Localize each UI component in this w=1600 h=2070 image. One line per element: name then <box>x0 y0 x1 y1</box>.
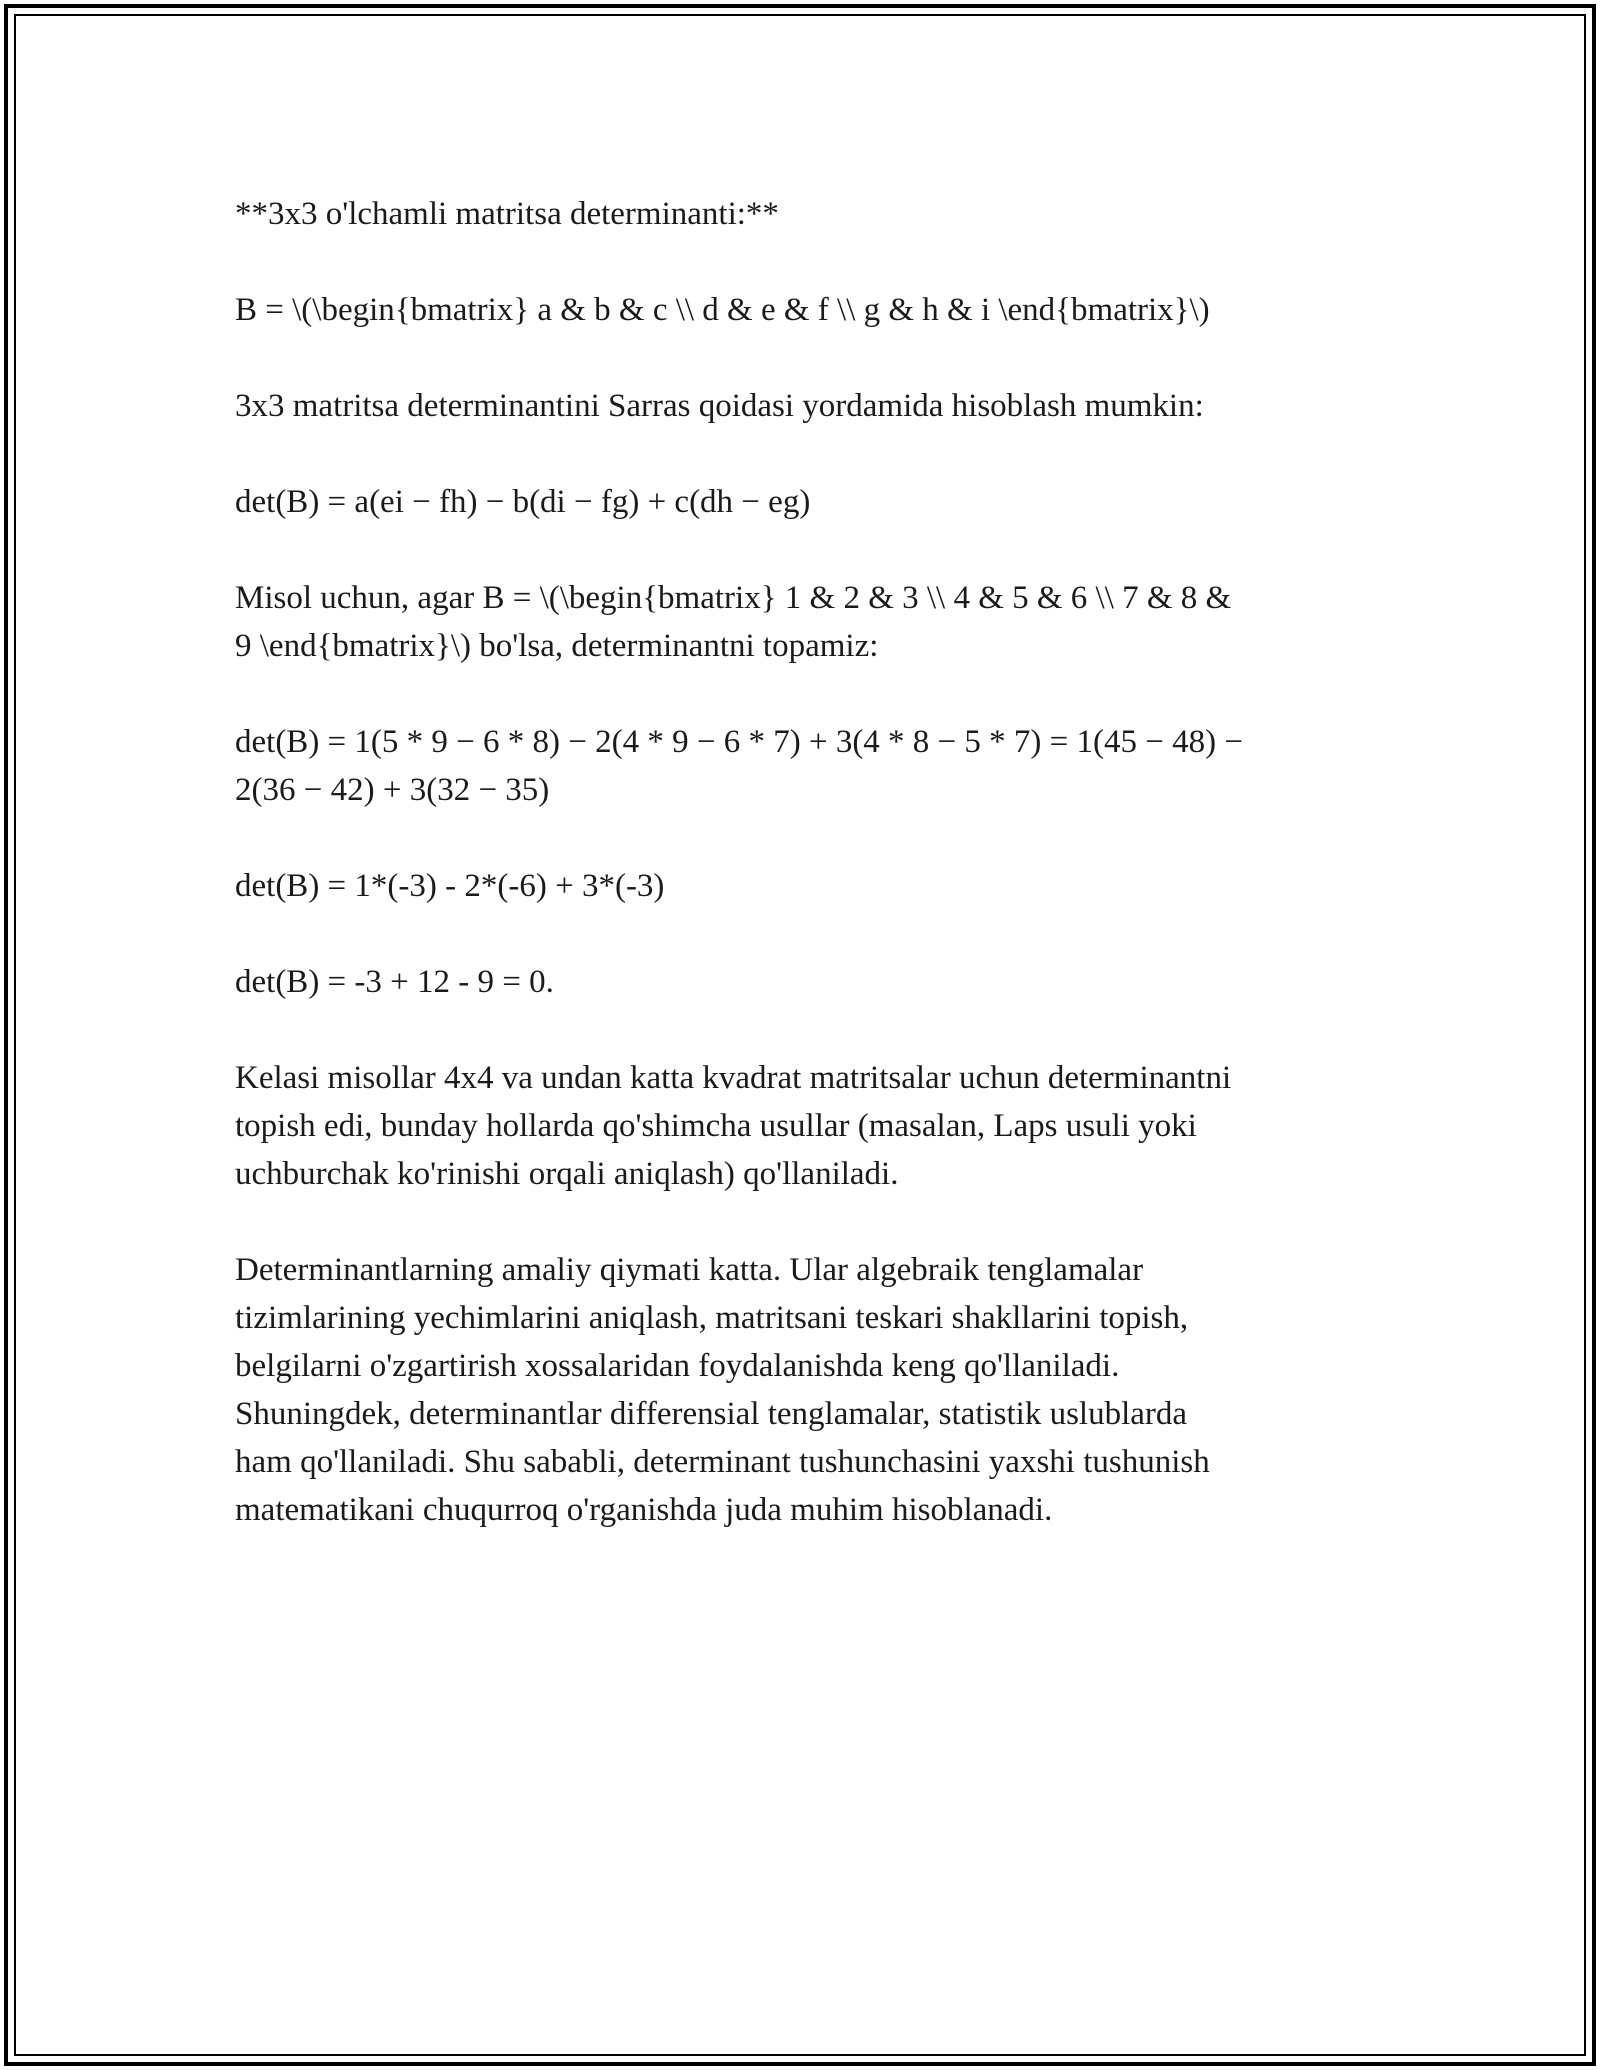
heading-paragraph <box>235 190 1365 238</box>
conclusion-line: matematikani chuqurroq o'rganishda juda muhim hisoblanadi. <box>235 1492 1053 1528</box>
calculation-line: 2(36 − 42) + 3(32 − 35) <box>235 772 550 808</box>
example-line: 9 \end{bmatrix}\) bo'lsa, determinantni topamiz: <box>235 628 879 664</box>
determinant-formula-text: det(B) = a(ei − fh) − b(di − fg) + c(dh − eg) <box>235 484 811 520</box>
calculation-step-2-paragraph <box>235 862 1365 910</box>
matrix-definition-text: B = \(\begin{bmatrix} a & b & c \\ d & e & f \\ g & h & i \end{bmatrix}\) <box>235 292 1210 328</box>
next-examples-line: uchburchak ko'rinishi orqali aniqlash) qo'llaniladi. <box>235 1156 899 1192</box>
calculation-step-2-text: det(B) = 1*(-3) - 2*(-6) + 3*(-3) <box>235 868 665 904</box>
calculation-result-text: det(B) = -3 + 12 - 9 = 0. <box>235 964 554 1000</box>
matrix-definition-paragraph <box>235 286 1365 334</box>
conclusion-line: Determinantlarning amaliy qiymati katta. Ular algebraik tenglamalar <box>235 1252 1144 1288</box>
sarrus-intro-paragraph <box>235 382 1365 430</box>
example-line: Misol uchun, agar B = \(\begin{bmatrix} 1 & 2 & 3 \\ 4 & 5 & 6 \\ 7 & 8 & <box>235 580 1232 616</box>
next-examples-line: Kelasi misollar 4x4 va undan katta kvadrat matritsalar uchun determinantni <box>235 1060 1232 1096</box>
heading-text: **3x3 o'lchamli matritsa determinanti:** <box>235 196 779 232</box>
calculation-result-paragraph <box>235 958 1365 1006</box>
example-paragraph <box>235 574 1365 670</box>
conclusion-line: Shuningdek, determinantlar differensial tenglamalar, statistik uslublarda <box>235 1396 1188 1432</box>
conclusion-paragraph <box>235 1246 1365 1534</box>
document-body <box>235 190 1365 1582</box>
calculation-line: det(B) = 1(5 * 9 − 6 * 8) − 2(4 * 9 − 6 * 7) + 3(4 * 8 − 5 * 7) = 1(45 − 48) − <box>235 724 1243 760</box>
formula-paragraph <box>235 478 1365 526</box>
conclusion-line: tizimlarining yechimlarini aniqlash, matritsani teskari shakllarini topish, <box>235 1300 1189 1336</box>
conclusion-line: ham qo'llaniladi. Shu sababli, determinant tushunchasini yaxshi tushunish <box>235 1444 1210 1480</box>
conclusion-line: belgilarni o'zgartirish xossalaridan foydalanishda keng qo'llaniladi. <box>235 1348 1120 1384</box>
calculation-step-1-paragraph <box>235 718 1365 814</box>
sarrus-intro-text: 3x3 matritsa determinantini Sarras qoidasi yordamida hisoblash mumkin: <box>235 388 1204 424</box>
next-examples-paragraph <box>235 1054 1365 1198</box>
next-examples-line: topish edi, bunday hollarda qo'shimcha usullar (masalan, Laps usuli yoki <box>235 1108 1197 1144</box>
